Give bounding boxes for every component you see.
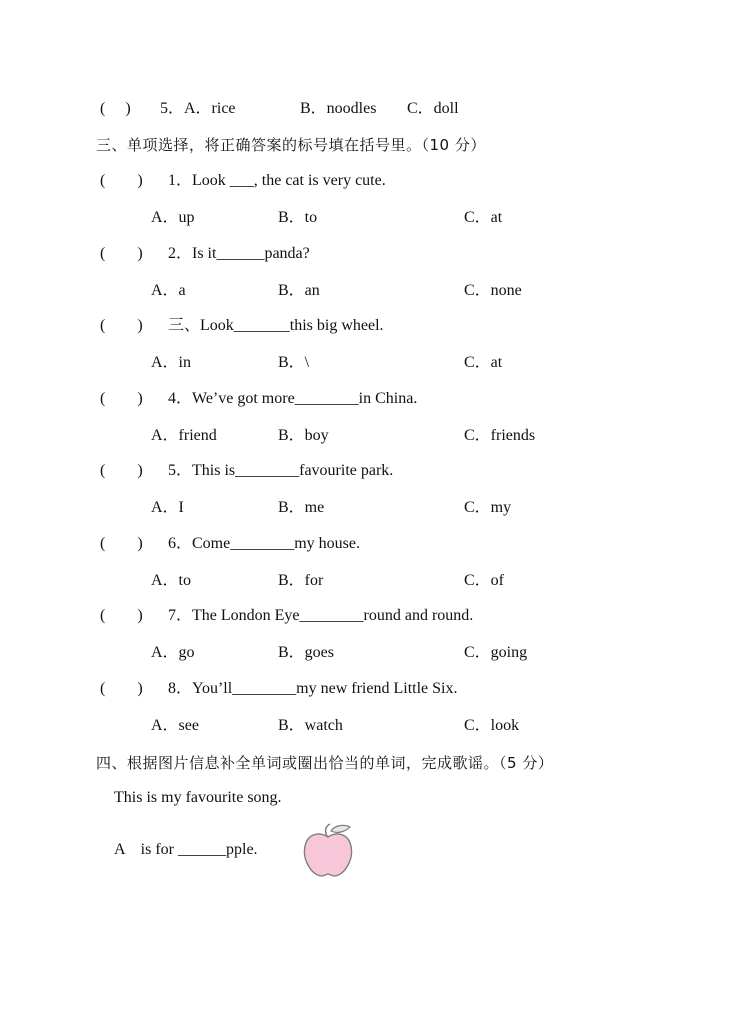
option-b: B．watch [278,717,343,734]
option-b: B．goes [278,644,335,661]
question-stem: 8．You’ll________my new friend Little Six. [168,680,458,697]
question-stem: 5．This is________favourite park. [168,462,394,479]
question-stem: 2．Is it______panda? [168,245,310,262]
answer-paren[interactable]: ( ) [100,317,143,334]
option-c: C．look [464,717,520,734]
song-intro: This is my favourite song. [114,789,282,806]
answer-paren[interactable]: ( ) [100,462,143,479]
question-stem: 1．Look ___, the cat is very cute. [168,172,386,189]
option-a: A．friend [151,427,217,444]
option-a: A．see [151,717,199,734]
top-item [100,99,131,119]
question-stem: 7．The London Eye________round and round. [168,607,474,624]
answer-paren[interactable]: ( ) [100,680,143,697]
option-a: A．a [151,282,186,299]
option-c: C．at [464,209,503,226]
option-a: A．to [151,572,192,589]
option-c: C．at [464,354,503,371]
option-c: C．going [464,644,528,661]
top-item-option-b: B．noodles [300,100,377,117]
option-b: B．to [278,209,318,226]
song-line-1: A is for ______pple. [114,841,258,858]
top-item-option-c: C．doll [407,100,459,117]
apple-icon [302,822,354,878]
option-c: C．none [464,282,522,299]
option-a: A．go [151,644,195,661]
section-3-title: 三、单项选择，将正确答案的标号填在括号里。（10 分） [96,136,486,154]
answer-paren[interactable]: ( ) [100,607,143,624]
option-b: B．me [278,499,325,516]
option-c: C．of [464,572,505,589]
answer-paren[interactable]: ( ) [100,245,143,262]
option-c: C．friends [464,427,536,444]
top-item-text: 5．A．rice [160,100,236,117]
option-a: A．I [151,499,184,516]
answer-paren[interactable]: ( ) [100,172,143,189]
option-a: A．up [151,209,195,226]
answer-paren[interactable]: ( ) [100,535,143,552]
option-b: B．boy [278,427,329,444]
question-stem: 三、Look_______this big wheel. [168,317,384,334]
option-b: B．for [278,572,324,589]
answer-paren[interactable]: ( ) [100,390,143,407]
question-stem: 4．We’ve got more________in China. [168,390,418,407]
section-4-title: 四、根据图片信息补全单词或圈出恰当的单词，完成歌谣。（5 分） [96,754,554,772]
option-b: B．\ [278,354,310,371]
option-a: A．in [151,354,192,371]
answer-paren[interactable]: ( ) [100,100,131,117]
option-c: C．my [464,499,512,516]
question-stem: 6．Come________my house. [168,535,360,552]
option-b: B．an [278,282,320,299]
